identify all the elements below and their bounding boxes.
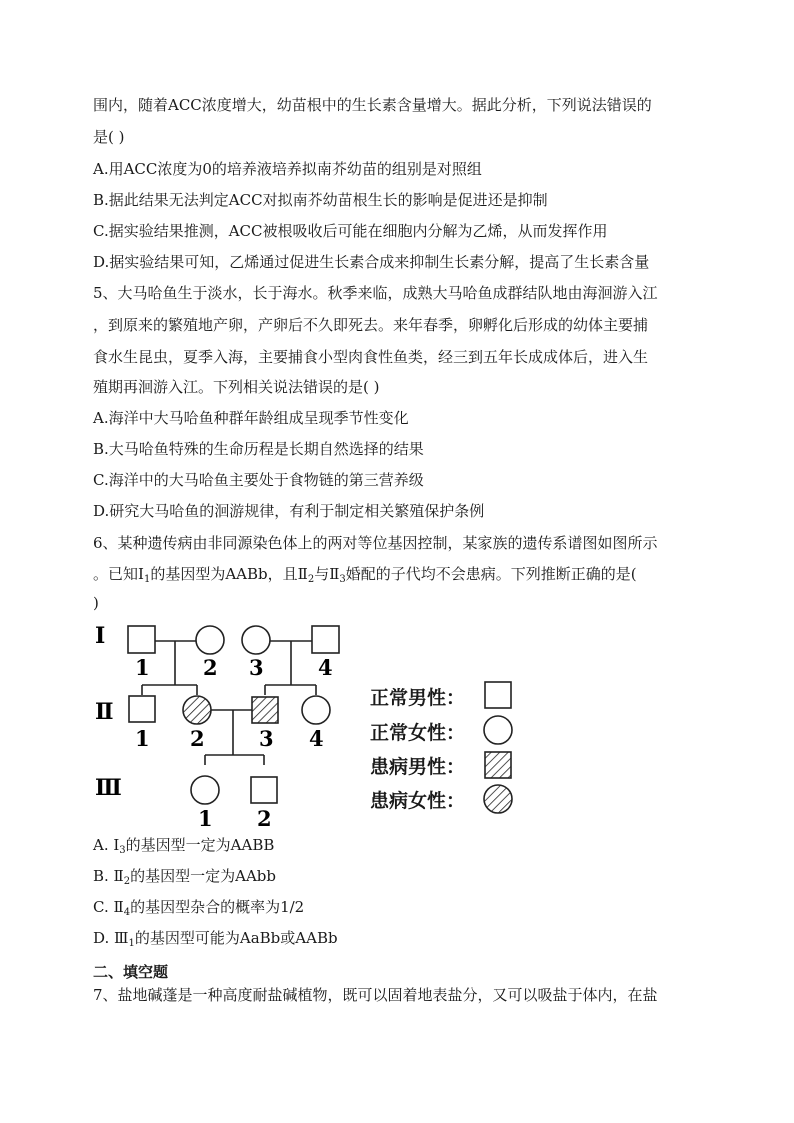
q6-stem-line-2 [93,564,637,584]
q4-option-d: D.据实验结果可知，乙烯通过促进生长素合成来抑制生长素分解，提高了生长素含量 [93,253,650,271]
q5-option-d: D.研究大马哈鱼的洄游规律，有利于制定相关繁殖保护条例 [93,502,485,520]
q5-stem-line-2: ，到原来的繁殖地产卵，产卵后不久即死去。来年春季，卵孵化后形成的幼体主要捕 [93,316,649,334]
gen2-number-4: 4 [309,726,324,751]
q6-stem-part: 与Ⅱ [314,565,340,583]
q6-option-a-sub: 3 [119,845,126,856]
q4-option-a: A.用ACC浓度为0的培养液培养拟南芥幼苗的组别是对照组 [93,160,482,178]
q6-option-b-pre: B. Ⅱ [93,867,124,885]
q5-stem-line-1: 5、大马哈鱼生于淡水，长于海水。秋季来临，成熟大马哈鱼成群结队地由海洄游入江 [93,284,658,302]
gen2-number-2: 2 [190,726,205,751]
q6-stem-line-3: ) [93,594,99,612]
individual-II-1 [129,696,155,722]
q6-option-c-sub: 4 [123,907,131,918]
q5-stem-line-3: 食水生昆虫，夏季入海，主要捕食小型肉食性鱼类，经三到五年长成成体后，进入生 [93,348,649,366]
q6-option-d-pre: D. Ⅲ [93,929,129,947]
legend-square-icon [485,682,511,708]
legend-symbols [480,678,520,818]
generation-label-1: Ⅰ [95,623,106,649]
q6-option-d [93,928,338,948]
q6-option-b-sub: 2 [123,876,131,887]
legend-hatched-square-icon [485,752,511,778]
section-heading: 二、填空题 [93,963,169,981]
q5-stem-line-4: 殖期再洄游入江。下列相关说法错误的是( ) [93,378,380,396]
q6-stem-subscript: 2 [307,574,315,585]
gen2-number-1: 1 [135,726,150,751]
gen1-number-2: 2 [203,655,218,680]
q6-option-b-post: 的基因型一定为AAbb [130,867,277,885]
individual-I-3 [242,626,270,654]
q6-stem-line-1: 6、某种遗传病由非同源染色体上的两对等位基因控制，某家族的遗传系谱图如图所示 [93,534,658,552]
gen1-number-1: 1 [135,655,150,680]
q6-option-a-post: 的基因型一定为AABB [125,836,275,854]
q6-option-d-post: 的基因型可能为AaBb或AABb [134,929,338,947]
individual-III-2 [251,777,277,803]
legend-circle-icon [484,716,512,744]
individual-II-2-affected [183,696,211,724]
q7-stem-line-1: 7、盐地碱蓬是一种高度耐盐碱植物，既可以固着地表盐分，又可以吸盐于体内，在盐 [93,986,658,1004]
q6-option-c [93,897,304,917]
q5-option-b: B.大马哈鱼特殊的生命历程是长期自然选择的结果 [93,440,424,458]
generation-label-3: Ⅲ [95,775,122,801]
legend-hatched-circle-icon [484,785,512,813]
q4-stem-line-2: 是( ) [93,128,125,146]
q4-option-c: C.据实验结果推测，ACC被根吸收后可能在细胞内分解为乙烯，从而发挥作用 [93,222,608,240]
q6-option-a [93,835,274,855]
q6-stem-part: 。已知Ⅰ [93,565,144,583]
q6-stem-part: 的基因型为AABb，且Ⅱ [150,565,308,583]
gen3-number-1: 1 [198,806,213,831]
gen2-number-3: 3 [259,726,274,751]
q6-option-c-post: 的基因型杂合的概率为1/2 [130,898,305,916]
q4-option-b: B.据此结果无法判定ACC对拟南芥幼苗根生长的影响是促进还是抑制 [93,191,548,209]
q6-option-c-pre: C. Ⅱ [93,898,124,916]
legend-normal-female-label: 正常女性： [370,722,466,744]
individual-I-1 [128,626,155,653]
q6-stem-subscript: 1 [143,574,151,585]
generation-label-2: Ⅱ [95,699,114,725]
q6-stem-part: 婚配的子代均不会患病。下列推断正确的是( [345,565,637,583]
q6-option-b [93,866,276,886]
q4-stem-line-1: 围内，随着ACC浓度增大，幼苗根中的生长素含量增大。据此分析，下列说法错误的 [93,96,652,114]
legend-affected-male-label: 患病男性： [370,756,466,778]
q5-option-a: A.海洋中大马哈鱼种群年龄组成呈现季节性变化 [93,409,409,427]
individual-I-4 [312,626,339,653]
legend-affected-female-label: 患病女性： [370,790,466,812]
gen1-number-3: 3 [249,655,264,680]
q6-option-a-pre: A. Ⅰ [93,836,120,854]
legend-normal-male-label: 正常男性： [370,687,466,709]
q6-stem-subscript: 3 [339,574,346,585]
pedigree-chart [85,615,545,835]
q6-option-d-sub: 1 [128,938,135,949]
individual-I-2 [196,626,224,654]
individual-III-1 [191,776,219,804]
individual-II-4 [302,696,330,724]
q5-option-c: C.海洋中的大马哈鱼主要处于食物链的第三营养级 [93,471,424,489]
individual-II-3-affected [252,697,278,723]
gen1-number-4: 4 [318,655,333,680]
gen3-number-2: 2 [257,806,272,831]
